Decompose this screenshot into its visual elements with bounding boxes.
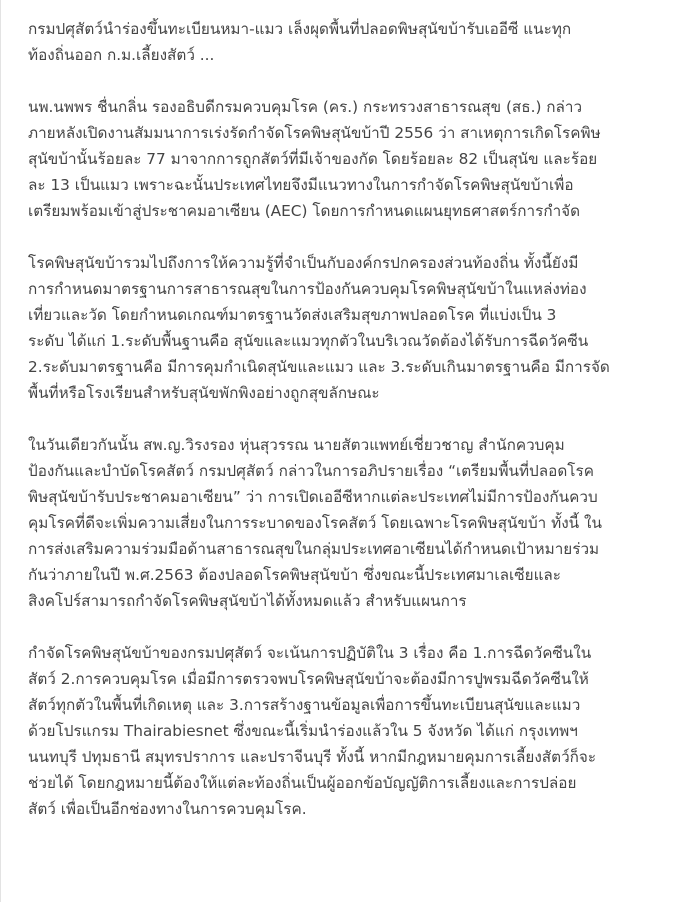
text-line: พิษสุนัขบ้ารับประชาคมอาเซียน” ว่า การเปิดเออีซีหากแต่ละประเทศไม่มีการป้องกันควบ bbox=[28, 488, 598, 506]
text-line: ป้องกันและบำบัดโรคสัตว์ กรมปศุสัตว์ กล่าวในการอภิปรายเรื่อง “เตรียมพื้นที่ปลอดโรค bbox=[28, 462, 594, 480]
text-line: 2.ระดับมาตรฐานคือ มีการคุมกำเนิดสุนัขและแมว และ 3.ระดับเกินมาตรฐานคือ มีการจัด bbox=[28, 358, 610, 376]
text-line: ในวันเดียวกันนั้น สพ.ญ.วิรงรอง หุ่นสุวรรณ นายสัตวแพทย์เชี่ยวชาญ สำนักควบคุม bbox=[28, 436, 565, 454]
text-line: การกำหนดมาตรฐานการสาธารณสุขในการป้องกันควบคุมโรคพิษสุนัขบ้าในแหล่งท่อง bbox=[28, 280, 587, 298]
text-line: กำจัดโรคพิษสุนัขบ้าของกรมปศุสัตว์ จะเน้นการปฏิบัติใน 3 เรื่อง คือ 1.การฉีดวัคซีนใน bbox=[28, 644, 592, 662]
text-line: สัตว์ทุกตัวในพื้นที่เกิดเหตุ และ 3.การสร้างฐานข้อมูลเพื่อการขึ้นทะเบียนสุนัขและแมว bbox=[28, 696, 581, 714]
text-line: การส่งเสริมความร่วมมือด้านสาธารณสุขในกลุ่มประเทศอาเซียนได้กำหนดเป้าหมายร่วม bbox=[28, 540, 600, 558]
text-line: ระดับ ได้แก่ 1.ระดับพื้นฐานคือ สุนัขและแมวทุกตัวในบริเวณวัดต้องได้รับการฉีดวัคซีน bbox=[28, 332, 589, 350]
text-line: กรมปศุสัตว์นำร่องขึ้นทะเบียนหมา-แมว เล็งผุดพื้นที่ปลอดพิษสุนัขบ้ารับเออีซี แนะทุก bbox=[28, 20, 572, 38]
text-line: เตรียมพร้อมเข้าสู่ประชาคมอาเซียน (AEC) โดยการกำหนดแผนยุทธศาสตร์การกำจัด bbox=[28, 202, 581, 220]
paragraph-standards bbox=[28, 250, 679, 406]
paragraph-veterinarian bbox=[28, 432, 679, 614]
text-line: โรคพิษสุนัขบ้ารวมไปถึงการให้ความรู้ที่จำเป็นกับองค์กรปกครองส่วนท้องถิ่น ทั้งนี้ยังมี bbox=[28, 254, 579, 272]
text-line: นพ.นพพร ชื่นกลิ่น รองอธิบดีกรมควบคุมโรค (คร.) กระทรวงสาธารณสุข (สธ.) กล่าว bbox=[28, 98, 583, 116]
paragraph-plan bbox=[28, 640, 679, 822]
text-line: สิงคโปร์สามารถกำจัดโรคพิษสุนัขบ้าได้ทั้งหมดแล้ว สำหรับแผนการ bbox=[28, 592, 467, 610]
text-line: ท้องถิ่นออก ก.ม.เลี้ยงสัตว์ ... bbox=[28, 46, 215, 64]
text-line: พื้นที่หรือโรงเรียนสำหรับสุนัขพักพิงอย่างถูกสุขลักษณะ bbox=[28, 384, 380, 402]
paragraph-intro bbox=[28, 16, 679, 68]
text-line: สัตว์ 2.การควบคุมโรค เมื่อมีการตรวจพบโรคพิษสุนัขบ้าจะต้องมีการปูพรมฉีดวัคซีนให้ bbox=[28, 670, 589, 688]
text-line: นนทบุรี ปทุมธานี สมุทรปราการ และปราจีนบุรี ทั้งนี้ หากมีกฎหมายคุมการเลี้ยงสัตว์ก็จะ bbox=[28, 748, 597, 766]
text-line: เที่ยวและวัด โดยกำหนดเกณฑ์มาตรฐานวัดส่งเสริมสุขภาพปลอดโรค ที่แบ่งเป็น 3 bbox=[28, 306, 557, 324]
text-line: คุมโรคที่ดีจะเพิ่มความเสี่ยงในการระบาดของโรคสัตว์ โดยเฉพาะโรคพิษสุนัขบ้า ทั้งนี้ ใน bbox=[28, 514, 602, 532]
text-line: สัตว์ เพื่อเป็นอีกช่องทางในการควบคุมโรค. bbox=[28, 800, 307, 818]
text-line: ช่วยได้ โดยกฎหมายนี้ต้องให้แต่ละท้องถิ่นเป็นผู้ออกข้อบัญญัติการเลี้ยงและการปล่อย bbox=[28, 774, 577, 792]
text-line: ละ 13 เป็นแมว เพราะฉะนั้นประเทศไทยจึงมีแนวทางในการกำจัดโรคพิษสุนัขบ้าเพื่อ bbox=[28, 176, 574, 194]
text-line: กันว่าภายในปี พ.ศ.2563 ต้องปลอดโรคพิษสุนัขบ้า ซึ่งขณะนี้ประเทศมาเลเซียและ bbox=[28, 566, 562, 584]
text-line: สุนัขบ้านั้นร้อยละ 77 มาจากการถูกสัตว์ที่มีเจ้าของกัด โดยร้อยละ 82 เป็นสุนัข และร้อย bbox=[28, 150, 598, 168]
text-line: ด้วยโปรแกรม Thairabiesnet ซึ่งขณะนี้เริ่มนำร่องแล้วใน 5 จังหวัด ได้แก่ กรุงเทพฯ bbox=[28, 722, 578, 740]
paragraph-deputy-director bbox=[28, 94, 679, 224]
text-line: ภายหลังเปิดงานสัมมนาการเร่งรัดกำจัดโรคพิษสุนัขบ้าปี 2556 ว่า สาเหตุการเกิดโรคพิษ bbox=[28, 124, 601, 142]
